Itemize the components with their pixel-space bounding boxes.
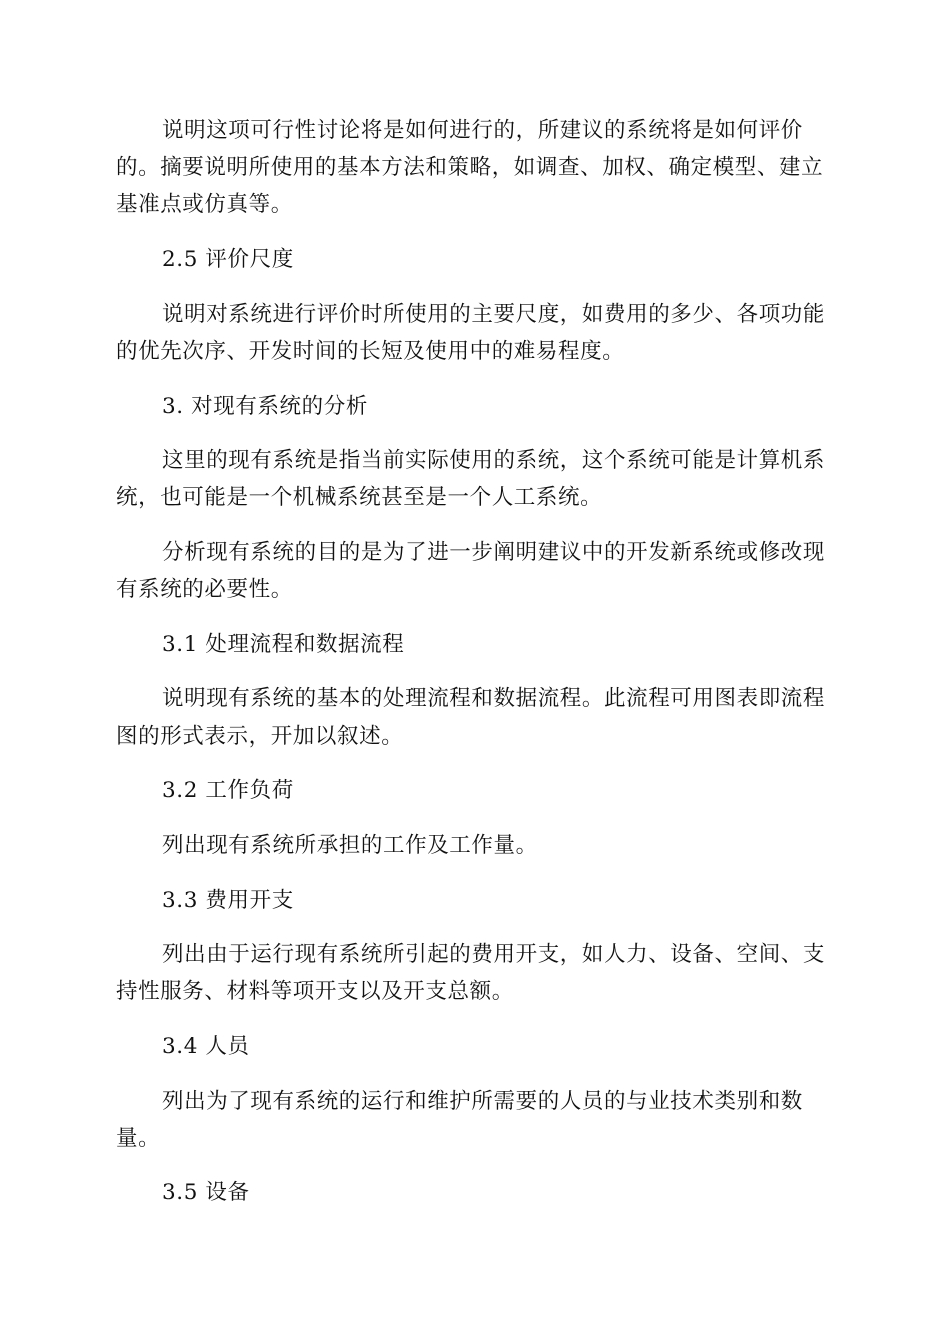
body-text-line: 基准点或仿真等。: [116, 192, 293, 217]
body-text-line: 说明现有系统的基本的处理流程和数据流程。此流程可用图表即流程: [162, 686, 826, 711]
body-text-line: 列出现有系统所承担的工作及工作量。: [162, 833, 538, 858]
body-text-line: 有系统的必要性。: [116, 577, 293, 602]
body-text-line: 统，也可能是一个机械系统甚至是一个人工系统。: [116, 485, 603, 510]
body-text-line: 量。: [116, 1126, 161, 1151]
body-text-line: 列出由于运行现有系统所引起的费用开支，如人力、设备、空间、支: [162, 942, 826, 967]
body-text-line: 说明对系统进行评价时所使用的主要尺度，如费用的多少、各项功能: [162, 302, 826, 327]
body-text-line: 图的形式表示，开加以叙述。: [116, 724, 404, 749]
body-text-line: 的。摘要说明所使用的基本方法和策略，如调查、加权、确定模型、建立: [116, 155, 824, 180]
body-text-line: 分析现有系统的目的是为了进一步阐明建议中的开发新系统或修改现: [162, 540, 826, 565]
body-text-line: 这里的现有系统是指当前实际使用的系统，这个系统可能是计算机系: [162, 448, 826, 473]
body-text-line: 说明这项可行性讨论将是如何进行的，所建议的系统将是如何评价: [162, 118, 803, 143]
body-text-line: 的优先次序、开发时间的长短及使用中的难易程度。: [116, 339, 625, 364]
section-heading-3-4: 3.4 人员: [162, 1034, 250, 1059]
section-heading-2-5: 2.5 评价尺度: [162, 247, 294, 272]
section-heading-3-2: 3.2 工作负荷: [162, 778, 294, 803]
body-text-line: 列出为了现有系统的运行和维护所需要的人员的与业技术类别和数: [162, 1089, 803, 1114]
section-heading-3: 3. 对现有系统的分析: [162, 394, 368, 419]
section-heading-3-5: 3.5 设备: [162, 1180, 250, 1205]
body-text-line: 持性服务、材料等项开支以及开支总额。: [116, 979, 514, 1004]
section-heading-3-1: 3.1 处理流程和数据流程: [162, 632, 405, 657]
section-heading-3-3: 3.3 费用开支: [162, 888, 294, 913]
